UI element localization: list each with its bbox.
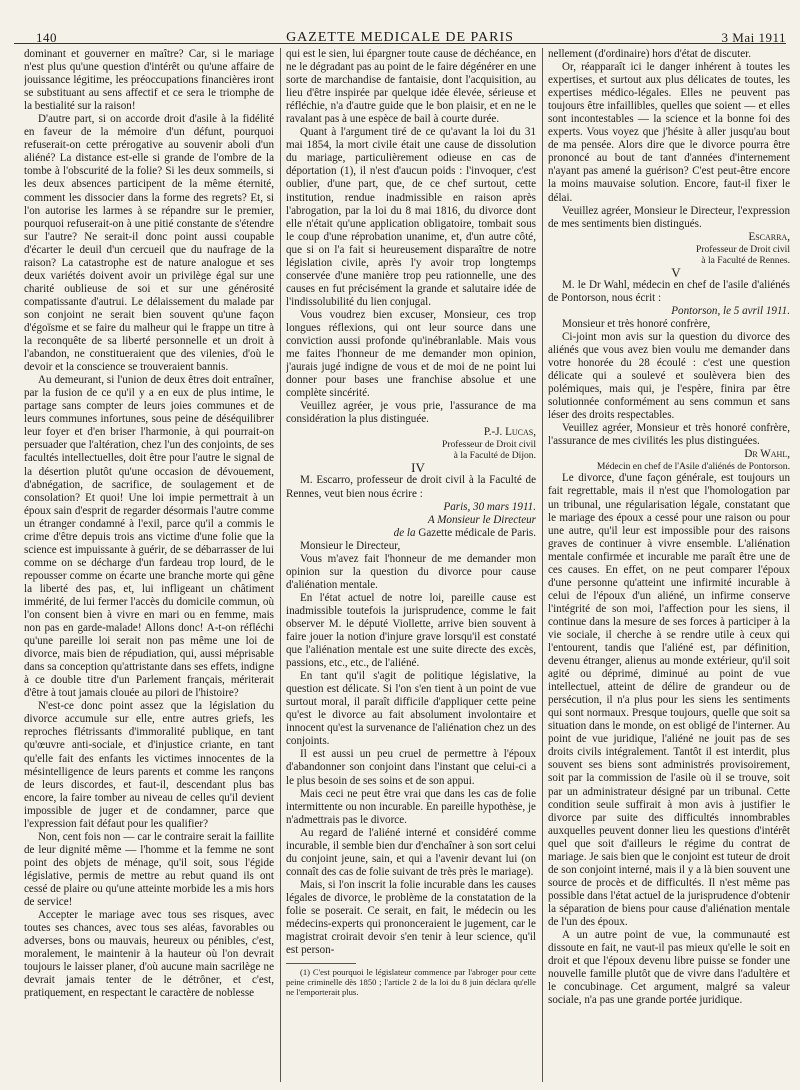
affiliation-line: à la Faculté de Dijon. (453, 450, 536, 462)
paragraph: D'autre part, si on accorde droit d'asile à la fidélité en faveur de la mémoire d'un défunt, pourquoi refuserait-on cette prérogative au souvenir aboli d'un aliéné? La distance est-elle si grande de l'ombre de la tombe à l'obscurité de la folie? Si les deux sommeils, si les deux absences participent de la même éternité, comment les dissocier dans la forme des regrets? Et, si l'on autorise les larmes à se répandre sur le premier, pourquoi refuserait-on à une pitié constante de s'étendre sur l'autre? Ne serait-il donc point aussi coupable d'écarter le deuil d'un cercueil que du naufrage de la raison? La catastrophe est de nature analogue et ses deux variétés doivent avoir un privilège égal sur une charité oublieuse de soi et sur une générosité compatissante d'autrui. Le délaissement du malade par son conjoint ne serait bien souvent qu'une façon d'égoïsme et se faire du malheur qui le frappe un titre à la reconquête de sa liberté personnelle et un droit à l'abandon, ne constitueraient que des vilenies, d'où le devoir et la conscience se trouveraient bannis. (24, 113, 274, 374)
footnote: (1) C'est pourquoi le législateur commence par l'abroger pour cette peine criminelle dès 1850 ; l'article 2 de la loi du 8 juin déclara qu'elle ne l'emporterait plus. (286, 967, 536, 998)
place-date (548, 305, 790, 318)
paragraph: Il est aussi un peu cruel de permettre à l'époux d'abandonner son conjoint dans l'instant que celui-ci a le plus besoin de ses soins et de son appui. (286, 748, 536, 787)
place-date-text: Paris, 30 mars 1911. (443, 500, 536, 513)
paragraph: M. Escarro, professeur de droit civil à la Faculté de Rennes, veut bien nous écrire : (286, 474, 536, 500)
paragraph: Mais ceci ne peut être vrai que dans les cas de folie intermittente ou non incurable. En pareille hypothèse, je n'admettrais pas le divorce. (286, 787, 536, 826)
address-text: A Monsieur le Directeur (427, 513, 536, 526)
salutation: Monsieur et très honoré confrère, (562, 317, 711, 330)
section-heading-iv: IV (411, 460, 425, 476)
section-heading-v: V (671, 264, 681, 280)
paragraph: Mais, si l'on inscrit la folie incurable dans les causes légales de divorce, le problème de la constatation de la folie se poserait. Ce serait, en fait, le médecin ou les médecins-experts qui prononceraient le jugement, car le magistrat croirait devoir s'en tenir à leur science, qu'il est person- (286, 878, 536, 957)
paragraph: M. le Dr Wahl, médecin en chef de l'asile d'aliénés de Pontorson, nous écrit : (548, 278, 790, 304)
page-number: 140 (36, 30, 57, 45)
paragraph: Au regard de l'aliéné interné et considéré comme incurable, il semble bien dur d'enchaîner à son sort celui du conjoint jeune, sain, et qui a l'avenir devant lui (on connaît des cas de folie suivant de très près le mariage). (286, 826, 536, 878)
salutation: Monsieur le Directeur, (300, 539, 401, 552)
paragraph: En tant qu'il s'agit de politique législative, la question est délicate. Si l'on s'en tient à un point de vue surtout moral, il paraît difficile d'appliquer cette peine qu'est le divorce au fait absolument involontaire et innocent qu'est la survenance de l'aliénation chez un des conjoints. (286, 670, 536, 748)
column-2 (286, 48, 536, 1082)
address-line (286, 527, 536, 540)
page-header (14, 20, 786, 45)
affiliation-line: Professeur de Droit civil (441, 439, 536, 451)
signature-wahl: Dr Wahl, (744, 448, 790, 461)
paragraph: Ci-joint mon avis sur la question du divorce des aliénés que vous avez bien voulu me demander dans votre honorée du 28 écoulé : c'est une question délicate qui a soulevé et soulèvera bien des polémiques, mais qui, je l'espère, finira par être solutionnée conformément au sens commun et sans léser des droits respectables. (548, 330, 790, 422)
paragraph: Au demeurant, si l'union de deux êtres doit entraîner, par la fusion de ce qu'il y a en eux de plus intime, le partage sans compter de leurs joies communes et de leurs communes infortunes, sous peine de déséquilibrer leur foyer et d'en briser l'harmonie, à qui pourrait-on persuader que l'altération, chez l'un des conjoints, de ses facultés intellectuelles, doit être pour l'autre le signal de la désertion plutôt qu'une occasion de dévouement, d'abnégation, de sacrifice, de soulagement et de consolation? Et quoi! Une loi impie permettrait à un époux sain d'esprit de regarder désormais l'autre comme un étranger condamné à l'exil, parce qu'il a commis le crime d'être depuis trois ans victime d'une folie que la science est impuissante à guérir, de se débarrasser de lui comme on se décharge d'un fardeau trop lourd, de le repousser comme on écarte une branche morte qui gêne la liberté des pas, et, lui infligeant un châtiment immérité, de lui fermer l'accès du domicile commun, où l'on consent bien à vivre en mari ou en femme, mais non pas en garde-malade! Allons donc! A-t-on réfléchi qu'une pareille loi serait non pas même une loi de divorce, mais bien de répudiation, qui, aussi méprisable dans sa conception qu'attristante dans ses effets, indigne à ce double titre d'un Parlement français, mériterait d'être à tout jamais clouée au pilori de l'histoire? (24, 374, 274, 700)
address-text: de la (393, 526, 416, 539)
paragraph: A un autre point de vue, la communauté est dissoute en fait, ne vaut-il pas mieux qu'elle le soit en droit et que l'époux devenu libre puisse se fonder une nouvelle famille plutôt que de vivre dans l'adultère et le concubinage. Cet argument, malgré sa valeur sociale, n'a pas une grande portée juridique. (548, 929, 790, 1007)
issue-date: 3 Mai 1911 (721, 30, 786, 45)
column-3 (548, 48, 790, 1082)
journal-title: GAZETTE MEDICALE DE PARIS (286, 30, 514, 45)
place-date-text: Pontorson, le 5 avril 1911. (671, 304, 790, 317)
paragraph: dominant et gouverner en maître? Car, si le mariage n'est plus qu'une question d'intérêt ou qu'une affaire de jouissance légitime, les préoccupations financières iront se substituant au sens affectif et ce sera le triomphe de la bestialité sur la raison! (24, 48, 274, 113)
paragraph: Accepter le mariage avec tous ses risques, avec toutes ses chances, avec tous ses aléas, favorables ou adverses, bons ou mauvais, heureux ou pénibles, c'est, moralement, le maintenir à la hauteur où l'on devrait toujours le laisser planer, d'où aucune main sacrilège ne devrait jamais tenter de le détrôner, et c'est, pratiquement, en respectant le caractère de noblesse (24, 909, 274, 1000)
column-1 (24, 48, 274, 1082)
paragraph: nellement (d'ordinaire) hors d'état de discuter. (548, 48, 751, 60)
paragraph: N'est-ce donc point assez que la législation du divorce accumule sur elle, entre autres griefs, les reproches flétrissants d'immoralité publique, en tant qu'œuvre anti-sociale, et d'injustice criante, en tant qu'elle fait des enfants les victimes innocentes de la mésintelligence de leurs parents et comme les rançons de leurs discordes, et faut-il, descendant plus bas encore, la faire tomber au niveau de celles qu'il devient impossible de juger et de condamner, parce que l'expression fait défaut pour les qualifier? (24, 700, 274, 830)
affiliation-lucas (286, 439, 536, 461)
place-date (286, 501, 536, 514)
paragraph: Veuillez agréer, je vous prie, l'assurance de ma considération la plus distinguée. (286, 400, 536, 426)
paragraph: Quant à l'argument tiré de ce qu'avant la loi du 31 mai 1854, la mort civile était une cause de dissolution du mariage, particulièrement odieuse en cas de déportation (1), il n'est d'aucun poids : l'invoquer, c'est oublier, d'une part, que, de ce chef surtout, cette institution, rendue inadmissible en raison après l'abrogation, par la loi du 8 mai 1816, du divorce dont elle n'était qu'une application obligatoire, tombait sous le coup d'une réprobation unanime, et, d'un autre côté, que si on l'a fait si heureusement disparaître de notre législation civile, après l'y avoir trop longtemps conservée d'une manière trop peu rationnelle, une des causes en fut précisément la grande et salutaire idée de l'indissolubilité du lien conjugal. (286, 126, 536, 308)
affiliation-wahl: Médecin en chef de l'Asile d'aliénés de Pontorson. (596, 461, 790, 473)
paragraph: Non, cent fois non — car le contraire serait la faillite de leur dignité même — l'homme et la femme ne sont point des objets de ménage, qu'il soit, sous l'égide législative, permis de mettre au rebut quand ils ont cessé de plaire ou qu'une atteinte morbide les a mis hors de service! (24, 830, 274, 909)
paragraph: En l'état actuel de notre loi, pareille cause est inadmissible toutefois la jurisprudence, comme le fait observer M. le député Viollette, arrive bien souvent à faire jouer la notion d'injure grave lorsqu'il est constaté que l'aliénation mentale est une suite directe des excès, passions, etc., etc., de l'aliéné. (286, 591, 536, 670)
signature-escarra: Escarra, (748, 230, 790, 243)
signature-lucas: P.-J. Lucas, (483, 426, 536, 439)
paragraph: Veuillez agréer, Monsieur et très honoré confrère, l'assurance de mes civilités les plus distinguées. (548, 422, 790, 448)
affiliation-line: à la Faculté de Rennes. (701, 254, 790, 266)
paragraph: Vous voudrez bien excuser, Monsieur, ces trop longues réflexions, qui ont leur source dans une conviction aussi profonde qu'inébranlable. Mais vous me faites l'honneur de me demander mon opinion, j'aurais jugé indigne de vous et de moi de ne point lui donner pour bases une franchise absolue et une complète sincérité. (286, 308, 536, 400)
footnote-rule (286, 963, 356, 964)
affiliation-escarra (548, 244, 790, 266)
paragraph: qui est le sien, lui épargner toute cause de déchéance, en ne le dégradant pas au point de le faire dégénérer en une sorte de marchandise de fantaisie, dont l'acquisition, au lieu d'être inspirée par quelque idée élevée, sérieuse et réfléchie, n'a d'autre guide que le bon plaisir, et en ne le ravalant pas à une espèce de bail à courte durée. (286, 48, 536, 126)
paragraph: Or, réapparaît ici le danger inhérent à toutes les expertises, et surtout aux plus délicates de toutes, les expertises médico-légales. Elles ne peuvent pas toujours être infaillibles, quelles que soient — et elles sont incontestables — la science et la bonne foi des experts. Vous voyez que j'hésite à aller jusqu'au bout de ma pensée. Alors dire que le divorce pourra être prononcé au bout de tant d'années d'internement n'ayant pas amené la guérison? C'est peut-être encore la moins mauvaise solution. Encore, faut-il fixer le délai. (548, 61, 790, 204)
paragraph: Vous m'avez fait l'honneur de me demander mon opinion sur la question du divorce pour cause d'aliénation mentale. (286, 552, 536, 591)
affiliation-line: Professeur de Droit civil (695, 243, 790, 255)
header-rule (14, 43, 786, 44)
address-line (286, 514, 536, 527)
columns (14, 48, 790, 1082)
paragraph: Veuillez agréer, Monsieur le Directeur, l'expression de mes sentiments bien distingués. (548, 204, 790, 230)
paragraph: Le divorce, d'une façon générale, est toujours un fait regrettable, mais il n'est que l'homologation par un tribunal, une régularisation légale, constatant que le mariage des époux a cessé pour une raison ou pour une autre, qu'il leur est impossible pour des raisons graves de continuer à vivre ensemble. L'aliénation mentale confirmée et incurable me paraît être une de ces causes. En effet, on ne peut comparer l'époux d'une personne qu'atteint une infirmité incurable à celui de l'époux d'un aliéné, un infirme conserve l'intégrité de son moi, l'affection pour les siens, il continue dans la mesure de ses forces à participer à la vie sociale, il cherche à se rendre utile à ceux qui l'entourent, tandis que l'aliéné est, par définition, devenu étranger, alienus au monde extérieur, qu'il soit agité ou déprimé, diminué au point de vue intellectuel, atteint de délire de grandeur ou de persécution, il n'a plus pour les siens les sentiments qui sont normaux. Presque toujours, quelle que soit sa situation dans le monde, on est obligé de l'interner. Au point de vue juridique, l'aliéné ne jouit pas de ses droits civils intégralement. Tantôt il est interdit, plus souvent ses biens sont administrés provisoirement, soit par la commission de l'asile où il se trouve, soit par un administrateur désigné par un tribunal. Cette condition seule suffirait à mon avis à justifier le divorce par suite des difficultés innombrables auxquelles peuvent donner lieu les questions d'intérêt quel que soit d'ailleurs le régime du contrat de mariage. Je sais bien que le conjoint est tuteur de droit de son conjoint interné, mais il y a là bien souvent une source de procès et de difficultés. Il n'est même pas possible dans l'état actuel de la jurisprudence d'obtenir la séparation de biens pour cause d'aliénation mentale de l'un des époux. (548, 472, 790, 928)
journal-name: Gazette médicale de Paris. (418, 526, 536, 539)
